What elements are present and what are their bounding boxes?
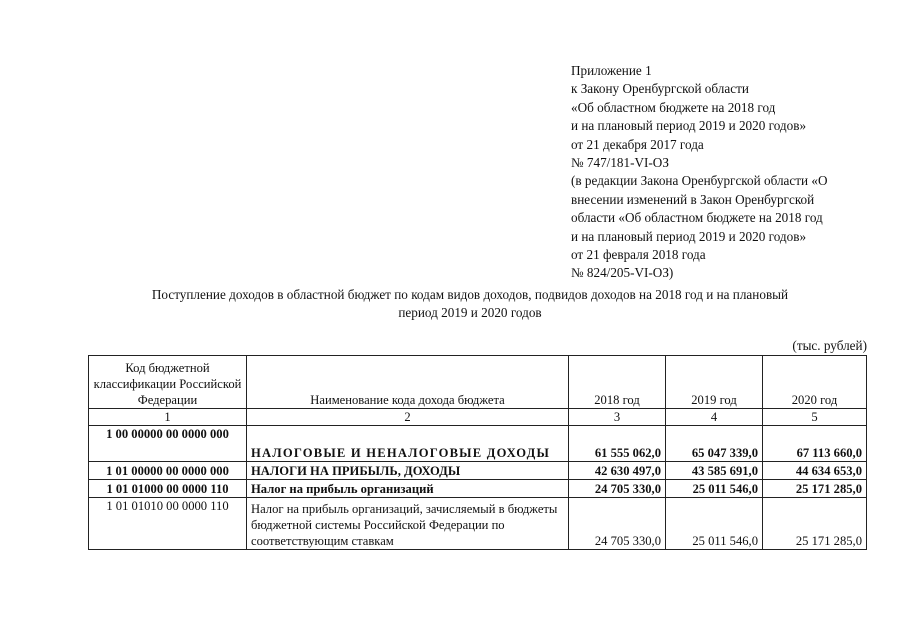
units-label: (тыс. рублей) xyxy=(792,338,867,353)
annex-line: к Закону Оренбургской области xyxy=(571,81,749,97)
row-code: 1 01 01010 00 0000 110 xyxy=(89,498,247,550)
column-number: 2 xyxy=(247,409,569,426)
row-value-2018: 24 705 330,0 xyxy=(569,480,666,498)
row-code: 1 01 00000 00 0000 000 xyxy=(89,462,247,480)
table-row xyxy=(89,480,867,498)
annex-line: внесении изменений в Закон Оренбургской xyxy=(571,191,815,207)
row-value-2019: 65 047 339,0 xyxy=(666,426,763,462)
annex-header xyxy=(571,62,891,283)
row-value-2019: 25 011 546,0 xyxy=(666,480,763,498)
annex-line: от 21 декабря 2017 года xyxy=(571,136,704,152)
column-number: 3 xyxy=(569,409,666,426)
annex-line: и на плановый период 2019 и 2020 годов» xyxy=(571,228,807,244)
row-name: НАЛОГОВЫЕ И НЕНАЛОГОВЫЕ ДОХОДЫ xyxy=(247,426,569,462)
annex-line: Приложение 1 xyxy=(571,63,652,78)
annex-line: и на плановый период 2019 и 2020 годов» xyxy=(571,118,807,134)
revenue-table xyxy=(88,355,867,550)
header-2020: 2020 год xyxy=(763,356,867,409)
row-value-2020: 25 171 285,0 xyxy=(763,498,867,550)
column-number: 1 xyxy=(89,409,247,426)
annex-line: № 747/181-VI-ОЗ xyxy=(571,155,669,171)
header-2019: 2019 год xyxy=(666,356,763,409)
row-value-2020: 25 171 285,0 xyxy=(763,480,867,498)
document-title xyxy=(90,286,850,322)
row-code: 1 00 00000 00 0000 000 xyxy=(89,426,247,462)
column-number-row xyxy=(89,409,867,426)
table-header-row xyxy=(89,356,867,409)
row-value-2020: 67 113 660,0 xyxy=(763,426,867,462)
table-row xyxy=(89,498,867,550)
annex-line: области «Об областном бюджете на 2018 год xyxy=(571,210,823,226)
row-value-2018: 42 630 497,0 xyxy=(569,462,666,480)
title-line-2: период 2019 и 2020 годов xyxy=(398,305,542,320)
row-code: 1 01 01000 00 0000 110 xyxy=(89,480,247,498)
table-row xyxy=(89,426,867,462)
header-name: Наименование кода дохода бюджета xyxy=(247,356,569,409)
header-2018: 2018 год xyxy=(569,356,666,409)
header-code: Код бюджетной классификации Российской Федерации xyxy=(89,356,247,409)
row-value-2019: 43 585 691,0 xyxy=(666,462,763,480)
column-number: 4 xyxy=(666,409,763,426)
annex-line: «Об областном бюджете на 2018 год xyxy=(571,99,776,115)
row-value-2020: 44 634 653,0 xyxy=(763,462,867,480)
row-name: НАЛОГИ НА ПРИБЫЛЬ, ДОХОДЫ xyxy=(247,462,569,480)
annex-line: (в редакции Закона Оренбургской области «О xyxy=(571,173,828,189)
column-number: 5 xyxy=(763,409,867,426)
row-value-2018: 24 705 330,0 xyxy=(569,498,666,550)
annex-line: № 824/205-VI-ОЗ) xyxy=(571,265,674,281)
row-value-2019: 25 011 546,0 xyxy=(666,498,763,550)
title-line-1: Поступление доходов в областной бюджет по кодам видов доходов, подвидов доходов на 2018 год и на плановый xyxy=(151,287,789,302)
annex-line: от 21 февраля 2018 года xyxy=(571,247,706,263)
row-name: Налог на прибыль организаций, зачисляемый в бюджеты бюджетной системы Российской Федерации по соответствующим ставкам xyxy=(247,498,569,550)
table-row xyxy=(89,462,867,480)
row-value-2018: 61 555 062,0 xyxy=(569,426,666,462)
row-name: Налог на прибыль организаций xyxy=(247,480,569,498)
